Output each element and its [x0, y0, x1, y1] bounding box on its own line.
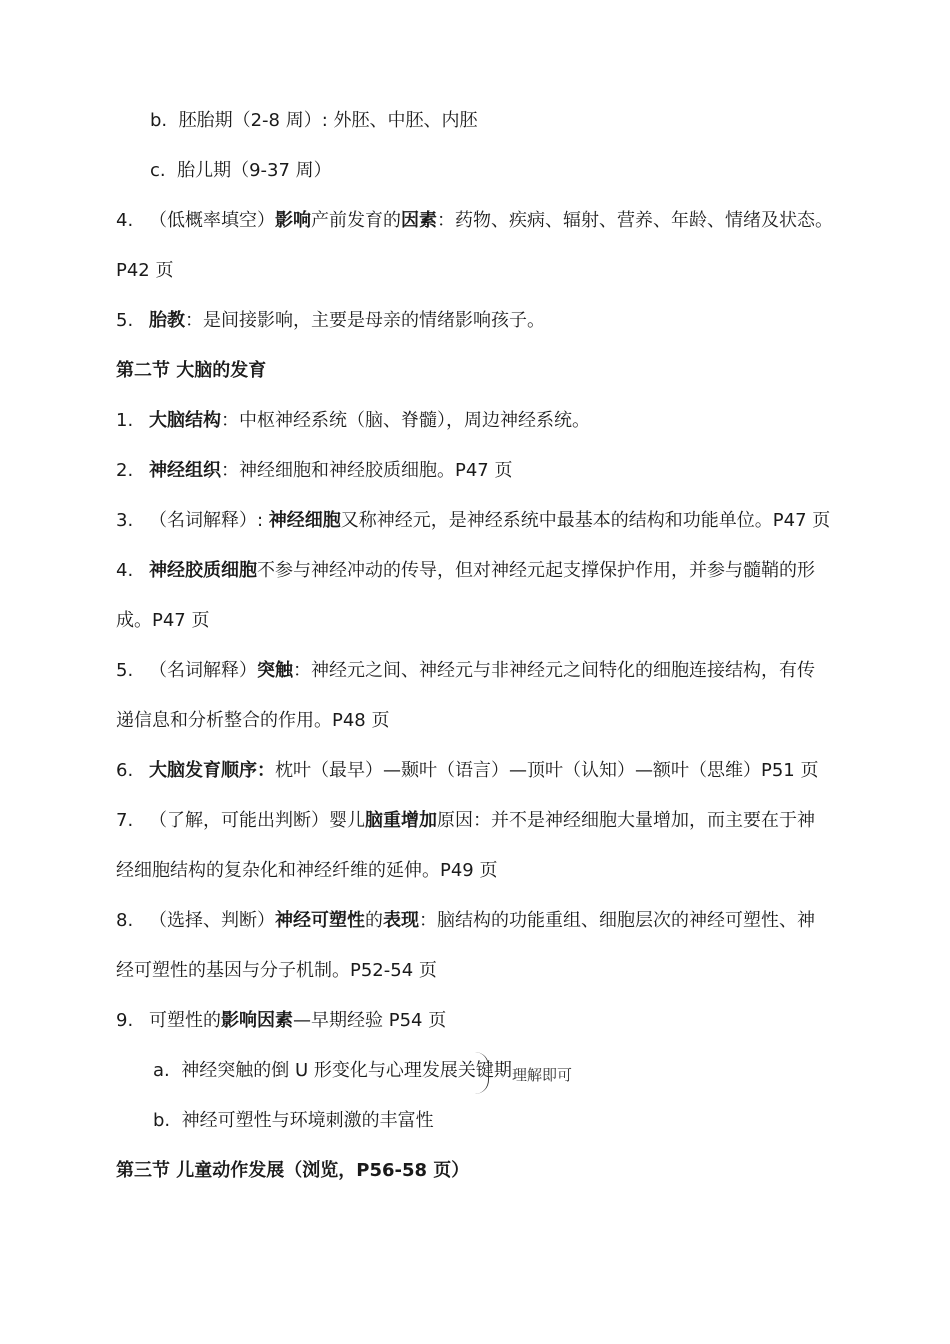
sub-item-b-environment: b. 神经可塑性与环境刺激的丰富性: [153, 1110, 434, 1131]
list-item-4-cont: P42 页: [116, 260, 174, 281]
section-heading-2: 第二节 大脑的发育: [116, 360, 267, 381]
annotation-brace: [474, 1052, 489, 1094]
list-item-8-cont: 经可塑性的基因与分子机制。P52-54 页: [116, 960, 437, 981]
list-item-1-structure: 1. 大脑结构：中枢神经系统（脑、脊髓），周边神经系统。: [116, 410, 590, 431]
list-item-5-synapse: 5. （名词解释）突触：神经元之间、神经元与非神经元之间特化的细胞连接结构，有传: [116, 660, 815, 681]
sub-item-b: b. 胚胎期（2-8 周）: 外胚、中胚、内胚: [150, 110, 478, 131]
list-item-5-prenatal: 5. 胎教：是间接影响，主要是母亲的情绪影响孩子。: [116, 310, 545, 331]
list-item-6-order: 6. 大脑发育顺序：枕叶（最早）—颞叶（语言）—顶叶（认知）—额叶（思维）P51 页: [116, 760, 819, 781]
section-heading-3: 第三节 儿童动作发展（浏览，P56-58 页）: [116, 1160, 470, 1181]
list-item-8-plasticity: 8. （选择、判断）神经可塑性的表现：脑结构的功能重组、细胞层次的神经可塑性、神: [116, 910, 815, 931]
list-item-5-synapse-cont: 递信息和分析整合的作用。P48 页: [116, 710, 390, 731]
annotation-note: 理解即可: [512, 1066, 573, 1084]
list-item-2-tissue: 2. 神经组织：神经细胞和神经胶质细胞。P47 页: [116, 460, 513, 481]
list-item-9-factors: 9. 可塑性的影响因素—早期经验 P54 页: [116, 1010, 447, 1031]
list-item-4-glia-cont: 成。P47 页: [116, 610, 210, 631]
list-item-4-glia: 4. 神经胶质细胞不参与神经冲动的传导，但对神经元起支撑保护作用，并参与髓鞘的形: [116, 560, 815, 581]
list-item-4-factors: 4. （低概率填空）影响产前发育的因素：药物、疾病、辐射、营养、年龄、情绪及状态。: [116, 210, 833, 231]
list-item-7-cont: 经细胞结构的复杂化和神经纤维的延伸。P49 页: [116, 860, 498, 881]
sub-item-c: c. 胎儿期（9-37 周）: [150, 160, 332, 181]
list-item-3-neuron: 3. （名词解释）: 神经细胞又称神经元，是神经系统中最基本的结构和功能单位。P47 页: [116, 510, 831, 531]
list-item-7-brain-weight: 7. （了解，可能出判断）婴儿脑重增加原因：并不是神经细胞大量增加，而主要在于神: [116, 810, 815, 831]
sub-item-a-synapse: a. 神经突触的倒 U 形变化与心理发展关键期: [153, 1060, 512, 1081]
